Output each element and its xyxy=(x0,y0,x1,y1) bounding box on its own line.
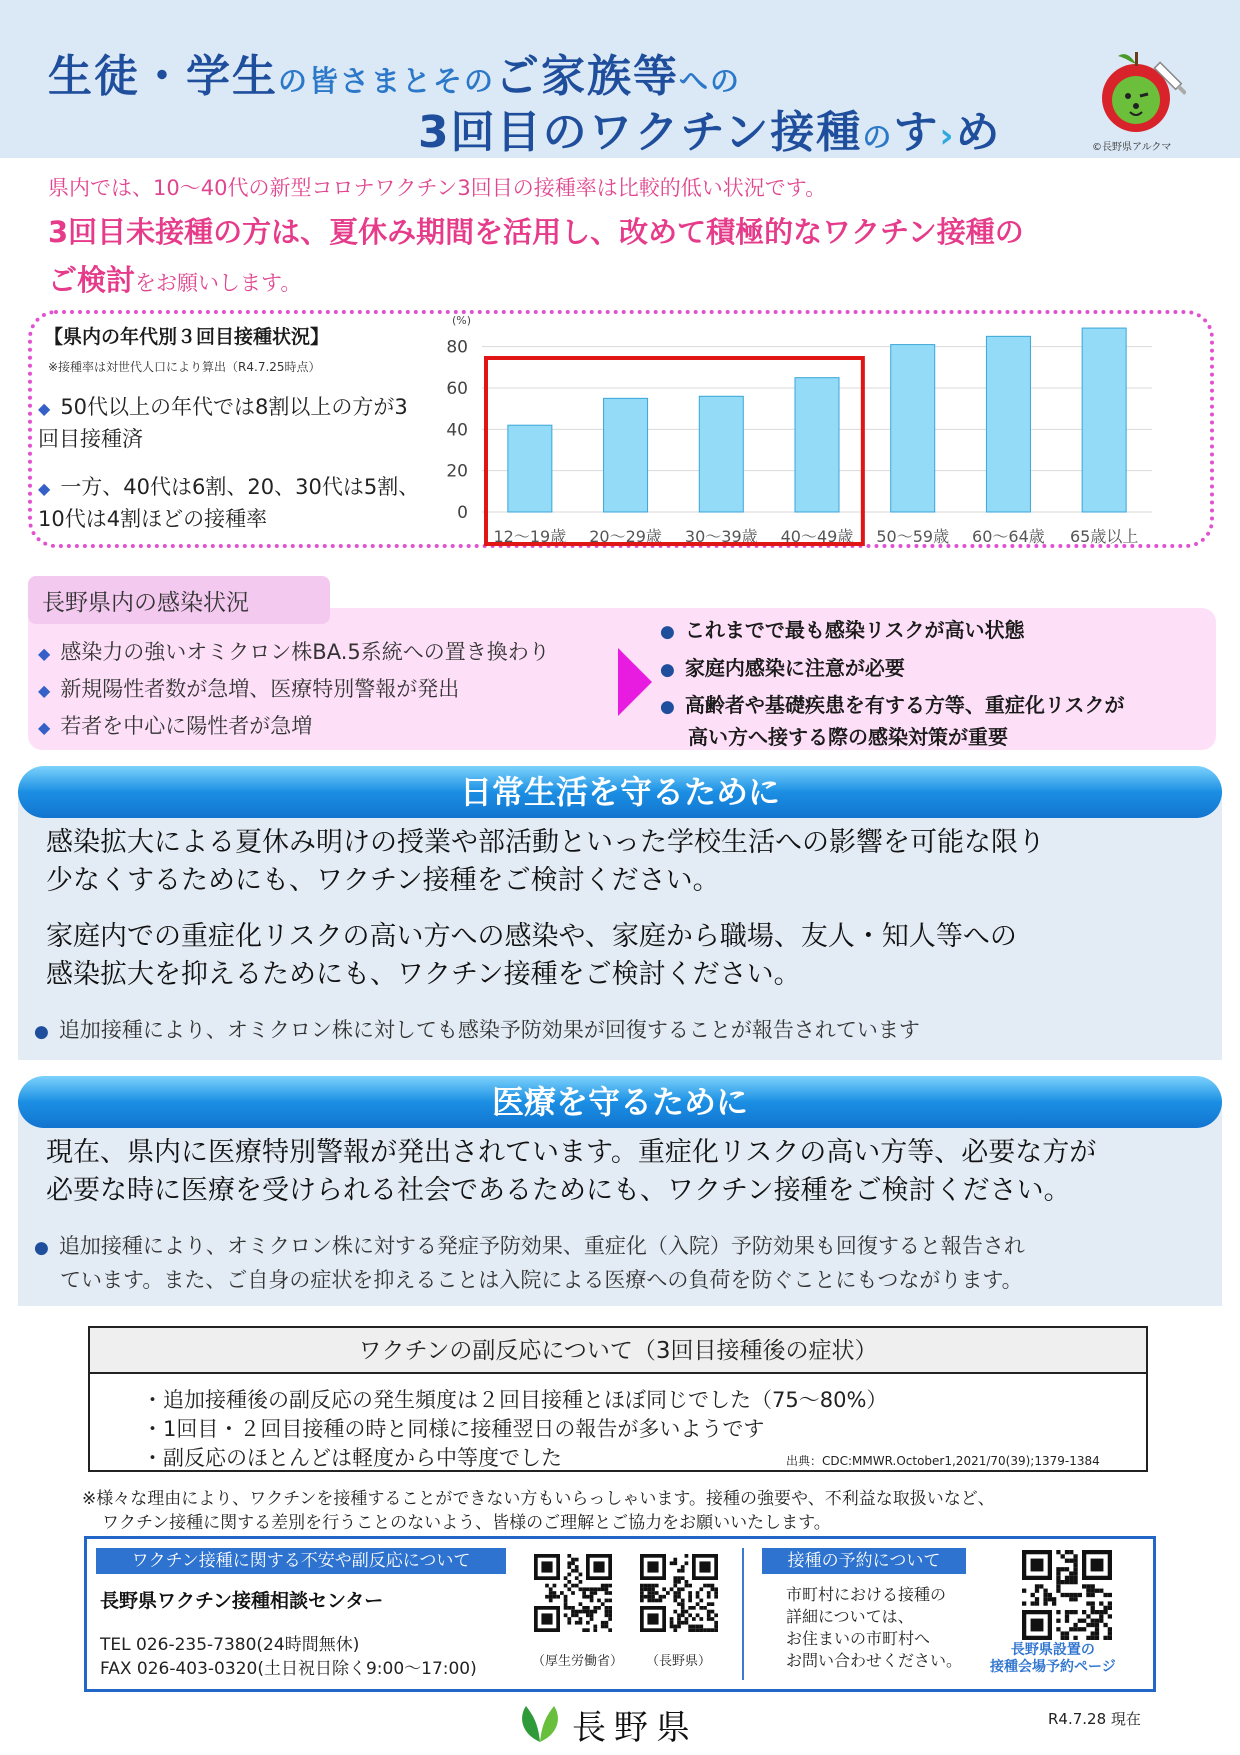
title-family: ご家族等 xyxy=(495,51,680,102)
section1-p2-line2: 感染拡大を抑えるためにも、ワクチン接種をご検討ください。 xyxy=(46,959,801,990)
qr-code-mhlw-icon[interactable] xyxy=(534,1554,612,1632)
title-third-dose: 3回目のワクチン接種 xyxy=(418,107,863,158)
reservation-line: お住まいの市町村へ xyxy=(786,1629,931,1648)
mascot-arukuma-icon xyxy=(1096,48,1186,138)
intro-line3-bold: ご検討 xyxy=(48,263,136,297)
chart-box-title: 【県内の年代別３回目接種状況】 xyxy=(44,326,330,348)
bar-4 xyxy=(795,378,839,512)
arrow-right-icon xyxy=(618,648,652,716)
repeat-mark-icon: › xyxy=(939,116,956,156)
section2-bullet xyxy=(34,1230,1025,1296)
title-everyone: の皆さまとその xyxy=(278,64,496,98)
reservation-label: 接種の予約について xyxy=(762,1548,966,1574)
bar-6 xyxy=(986,336,1030,512)
infection-item-text: 感染力の強いオミクロン株BA.5系統への置き換わり xyxy=(60,640,550,664)
section2-p1-line2: 必要な時に医療を受けられる社会であるためにも、ワクチン接種をご検討ください。 xyxy=(46,1175,1071,1206)
reservation-text xyxy=(786,1584,962,1672)
x-tick-label: 40〜49歳 xyxy=(780,527,854,546)
infection-result-text: 家庭内感染に注意が必要 xyxy=(684,656,905,680)
side-effect-item: ・1回目・２回目接種の時と同様に接種翌日の報告が多いようです xyxy=(142,1417,765,1441)
title-to: への xyxy=(679,64,742,98)
discrimination-note-line2: ワクチン接種に関する差別を行うことのないよう、皆様のご理解とご協力をお願いいたします。 xyxy=(102,1513,831,1533)
title-su: す xyxy=(893,107,940,158)
infection-item-text: 若者を中心に陽性者が急増 xyxy=(60,714,313,738)
x-tick-label: 60〜64歳 xyxy=(972,527,1045,546)
infection-result xyxy=(660,652,905,681)
chart-box-bullet2 xyxy=(38,472,428,534)
infection-result-text: これまでで最も感染リスクが高い状態 xyxy=(684,618,1025,642)
x-tick-label: 65歳以上 xyxy=(1069,527,1139,546)
section1-bullet xyxy=(34,1014,920,1048)
side-effects-heading: ワクチンの副反応について（3回目接種後の症状） xyxy=(90,1328,1146,1374)
title-students: 生徒・学生 xyxy=(48,51,278,102)
intro-line1: 県内では、10〜40代の新型コロナワクチン3回目の接種率は比較的低い状況です。 xyxy=(48,176,827,200)
y-tick-label: 20 xyxy=(446,461,468,482)
qr-caption-mhlw: （厚生労働省） xyxy=(532,1654,624,1669)
consultation-tel[interactable]: TEL 026-235-7380(24時間無休) xyxy=(100,1635,360,1655)
nagano-prefecture-logo-icon xyxy=(516,1700,564,1744)
infection-item xyxy=(38,710,312,740)
intro-line3-rest: をお願いします。 xyxy=(135,271,302,295)
bar-1 xyxy=(508,425,552,512)
title-me: め xyxy=(955,107,1002,158)
section2-paragraph xyxy=(46,1134,1096,1210)
section2-bullet-line2: ています。また、ご自身の症状を抑えることは入院による医療への負荷を防ぐことにもつながります。 xyxy=(60,1268,1023,1292)
side-effect-item: ・追加接種後の副反応の発生頻度は２回目接種とほぼ同じでした（75〜80%） xyxy=(142,1388,888,1412)
chart-box-bullet2-text: 一方、40代は6割、20、30代は5割、10代は4割ほどの接種率 xyxy=(38,475,420,531)
qr-caption-nagano: （長野県） xyxy=(646,1654,712,1669)
diamond-bullet-icon: ◆ xyxy=(38,399,51,418)
chart-box-bullet1 xyxy=(38,392,428,454)
infection-status-tab: 長野県内の感染状況 xyxy=(28,576,330,624)
mascot-credit: ©長野県アルクマ xyxy=(1092,142,1172,153)
consultation-fax: FAX 026-403-0320(土日祝日除く9:00〜17:00) xyxy=(100,1659,477,1679)
section1-p1-line1: 感染拡大による夏休み明けの授業や部活動といった学校生活への影響を可能な限り xyxy=(46,827,1045,858)
y-tick-label: 80 xyxy=(446,337,468,358)
section1-paragraph1 xyxy=(46,824,1045,900)
x-tick-label: 30〜39歳 xyxy=(684,527,758,546)
bar-3 xyxy=(699,396,743,512)
dot-bullet-icon: ● xyxy=(34,1022,49,1042)
qr-code-reservation-icon[interactable] xyxy=(1022,1550,1112,1640)
section-daily-life-heading: 日常生活を守るために xyxy=(18,766,1222,818)
title-no: の xyxy=(862,120,894,154)
infection-result xyxy=(660,614,1024,643)
side-effects-source: 出典：CDC:MMWR.October1,2021/70(39);1379-1384 xyxy=(786,1454,1100,1468)
chart-box-bullet1-text: 50代以上の年代では8割以上の方が3回目接種済 xyxy=(38,395,408,451)
section1-bullet-text: 追加接種により、オミクロン株に対しても感染予防効果が回復することが報告されています xyxy=(58,1018,920,1042)
infection-result-text: 高齢者や基礎疾患を有する方等、重症化リスクが xyxy=(684,693,1125,717)
y-unit-label: (%) xyxy=(452,316,472,327)
x-tick-label: 12〜19歳 xyxy=(493,527,567,546)
consultation-center-name: 長野県ワクチン接種相談センター xyxy=(100,1590,384,1612)
dot-bullet-icon: ● xyxy=(660,622,675,642)
discrimination-note-line1: ※様々な理由により、ワクチンを接種することができない方もいらっしゃいます。接種の強要や、不利益な取扱いなど、 xyxy=(82,1489,995,1509)
infection-result-text-cont: 高い方へ接する際の感染対策が重要 xyxy=(688,725,1008,749)
reservation-line: お問い合わせください。 xyxy=(786,1651,963,1670)
y-tick-label: 40 xyxy=(446,420,468,441)
dot-bullet-icon: ● xyxy=(660,697,675,717)
infection-item-text: 新規陽性者数が急増、医療特別警報が発出 xyxy=(60,677,460,701)
diamond-bullet-icon: ◆ xyxy=(38,644,51,663)
reservation-line: 詳細については、 xyxy=(786,1607,914,1626)
infection-item xyxy=(38,673,459,703)
consultation-label: ワクチン接種に関する不安や副反応について xyxy=(96,1548,506,1574)
bar-2 xyxy=(604,398,648,512)
side-effect-item: ・副反応のほとんどは軽度から中等度でした xyxy=(142,1446,562,1470)
section2-bullet-line1: 追加接種により、オミクロン株に対する発症予防効果、重症化（入院）予防効果も回復すると報告され xyxy=(58,1234,1025,1258)
page-title-line2 xyxy=(418,96,1001,160)
x-tick-label: 50〜59歳 xyxy=(876,527,950,546)
dot-bullet-icon: ● xyxy=(660,660,675,680)
intro-line3 xyxy=(48,258,301,299)
infection-item xyxy=(38,636,550,666)
age-group-bar-chart xyxy=(432,316,1192,548)
diamond-bullet-icon: ◆ xyxy=(38,718,51,737)
prefecture-name: 長野県 xyxy=(572,1708,698,1748)
section2-p1-line1: 現在、県内に医療特別警報が発出されています。重症化リスクの高い方等、必要な方が xyxy=(46,1137,1097,1168)
section-medical-heading: 医療を守るために xyxy=(18,1076,1222,1128)
intro-line2: 3回目未接種の方は、夏休み期間を活用し、改めて積極的なワクチン接種の xyxy=(48,215,1024,249)
chart-box-note: ※接種率は対世代人口により算出（R4.7.25時点） xyxy=(48,360,321,374)
reservation-qr-caption xyxy=(990,1642,1116,1676)
contact-divider xyxy=(742,1548,744,1680)
diamond-bullet-icon: ◆ xyxy=(38,479,51,498)
reservation-qr-caption-line1: 長野県設置の xyxy=(1010,1642,1095,1658)
y-tick-label: 60 xyxy=(446,379,468,399)
section1-p2-line1: 家庭内での重症化リスクの高い方への感染や、家庭から職場、友人・知人等への xyxy=(46,921,1017,952)
reservation-qr-caption-line2: 接種会場予約ページ xyxy=(990,1659,1116,1675)
x-tick-label: 20〜29歳 xyxy=(589,527,662,546)
y-tick-label: 0 xyxy=(457,503,468,523)
infection-result xyxy=(660,690,1124,752)
diamond-bullet-icon: ◆ xyxy=(38,681,51,700)
issue-date: R4.7.28 現在 xyxy=(1048,1710,1141,1728)
dot-bullet-icon: ● xyxy=(34,1238,49,1258)
qr-code-nagano-icon[interactable] xyxy=(640,1554,718,1632)
section1-paragraph2 xyxy=(46,918,1017,994)
bar-7 xyxy=(1082,328,1126,512)
reservation-line: 市町村における接種の xyxy=(786,1585,947,1604)
bar-5 xyxy=(891,345,935,512)
page-title-line1 xyxy=(48,40,741,104)
section1-p1-line2: 少なくするためにも、ワクチン接種をご検討ください。 xyxy=(46,865,720,896)
